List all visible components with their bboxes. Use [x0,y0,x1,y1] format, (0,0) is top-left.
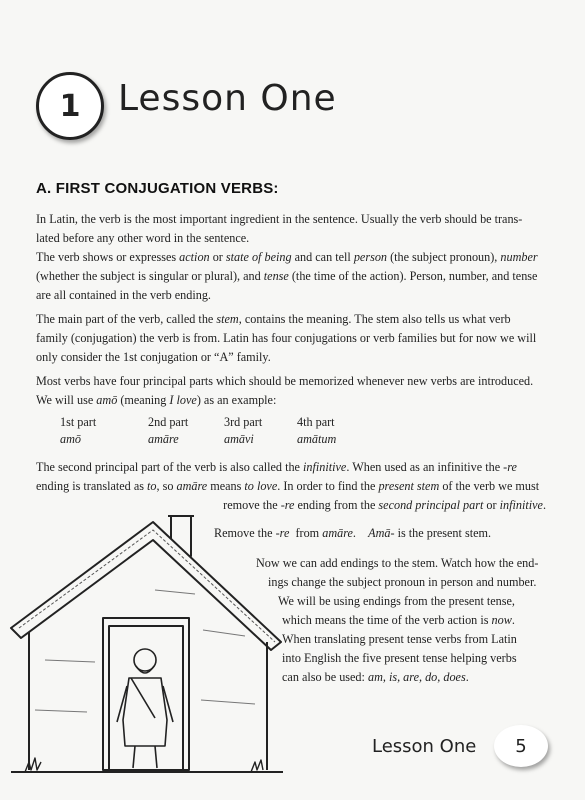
present-stem-line: Remove the -re from amāre. Amā- is the present stem. [214,526,492,540]
lesson-title: Lesson One [118,78,337,119]
page-number: 5 [515,735,527,757]
endings-line-6: into English the five present tense helping verbs [282,651,517,665]
house-illustration [5,510,285,790]
paragraph-stem: The main part of the verb, called the stem, contains the meaning. The stem also tells us what verb family (conjugation) the verb is from. Latin has four conjugations or verb families but for now we will only consider the 1st conjugation or “A” family. [36,312,537,364]
endings-line-7: can also be used: am, is, are, do, does. [282,670,469,684]
principal-part-2: 2nd part amāre [148,415,189,446]
paragraph-verb-importance: In Latin, the verb is the most important ingredient in the sentence. Usually the verb should be trans- lated before any other word in the sentence. [36,212,523,245]
principal-part-1: 1st part amō [60,415,97,446]
lesson-number: 1 [59,88,81,124]
page-number-badge [494,725,548,767]
endings-line-2: ings change the subject pronoun in person and number. [268,575,537,589]
endings-line-1: Now we can add endings to the stem. Watch how the end- [256,556,539,570]
principal-part-3: 3rd part amāvi [224,415,263,446]
section-heading: A. FIRST CONJUGATION VERBS: [36,180,279,197]
paragraph-infinitive: The second principal part of the verb is also called the infinitive. When used as an infinitive the -re ending is translated as to, so amāre means to love. In order to find the present stem of the verb we must [36,460,540,493]
paragraph-verb-shows: The verb shows or expresses action or state of being and can tell person (the subject pronoun), number (whether the subject is singular or plural), and tense (the time of the action). Person, number, and tense are all contained in the verb ending. [36,250,538,302]
grass-tuft [25,758,41,772]
lesson-number-badge [36,72,104,140]
endings-line-3: We will be using endings from the present tense, [278,594,515,608]
endings-line-5: When translating present tense verbs from Latin [282,632,517,646]
principal-part-4: 4th part amātum [297,415,337,446]
footer-lesson-title: Lesson One [372,736,477,757]
paragraph-infinitive-end: remove the -re ending from the second principal part or infinitive. [223,498,546,512]
paragraph-principal-parts: Most verbs have four principal parts which should be memorized whenever new verbs are introduced. We will use amō (meaning I love) as an example: [36,374,534,407]
endings-line-4: which means the time of the verb action is now. [282,613,515,627]
